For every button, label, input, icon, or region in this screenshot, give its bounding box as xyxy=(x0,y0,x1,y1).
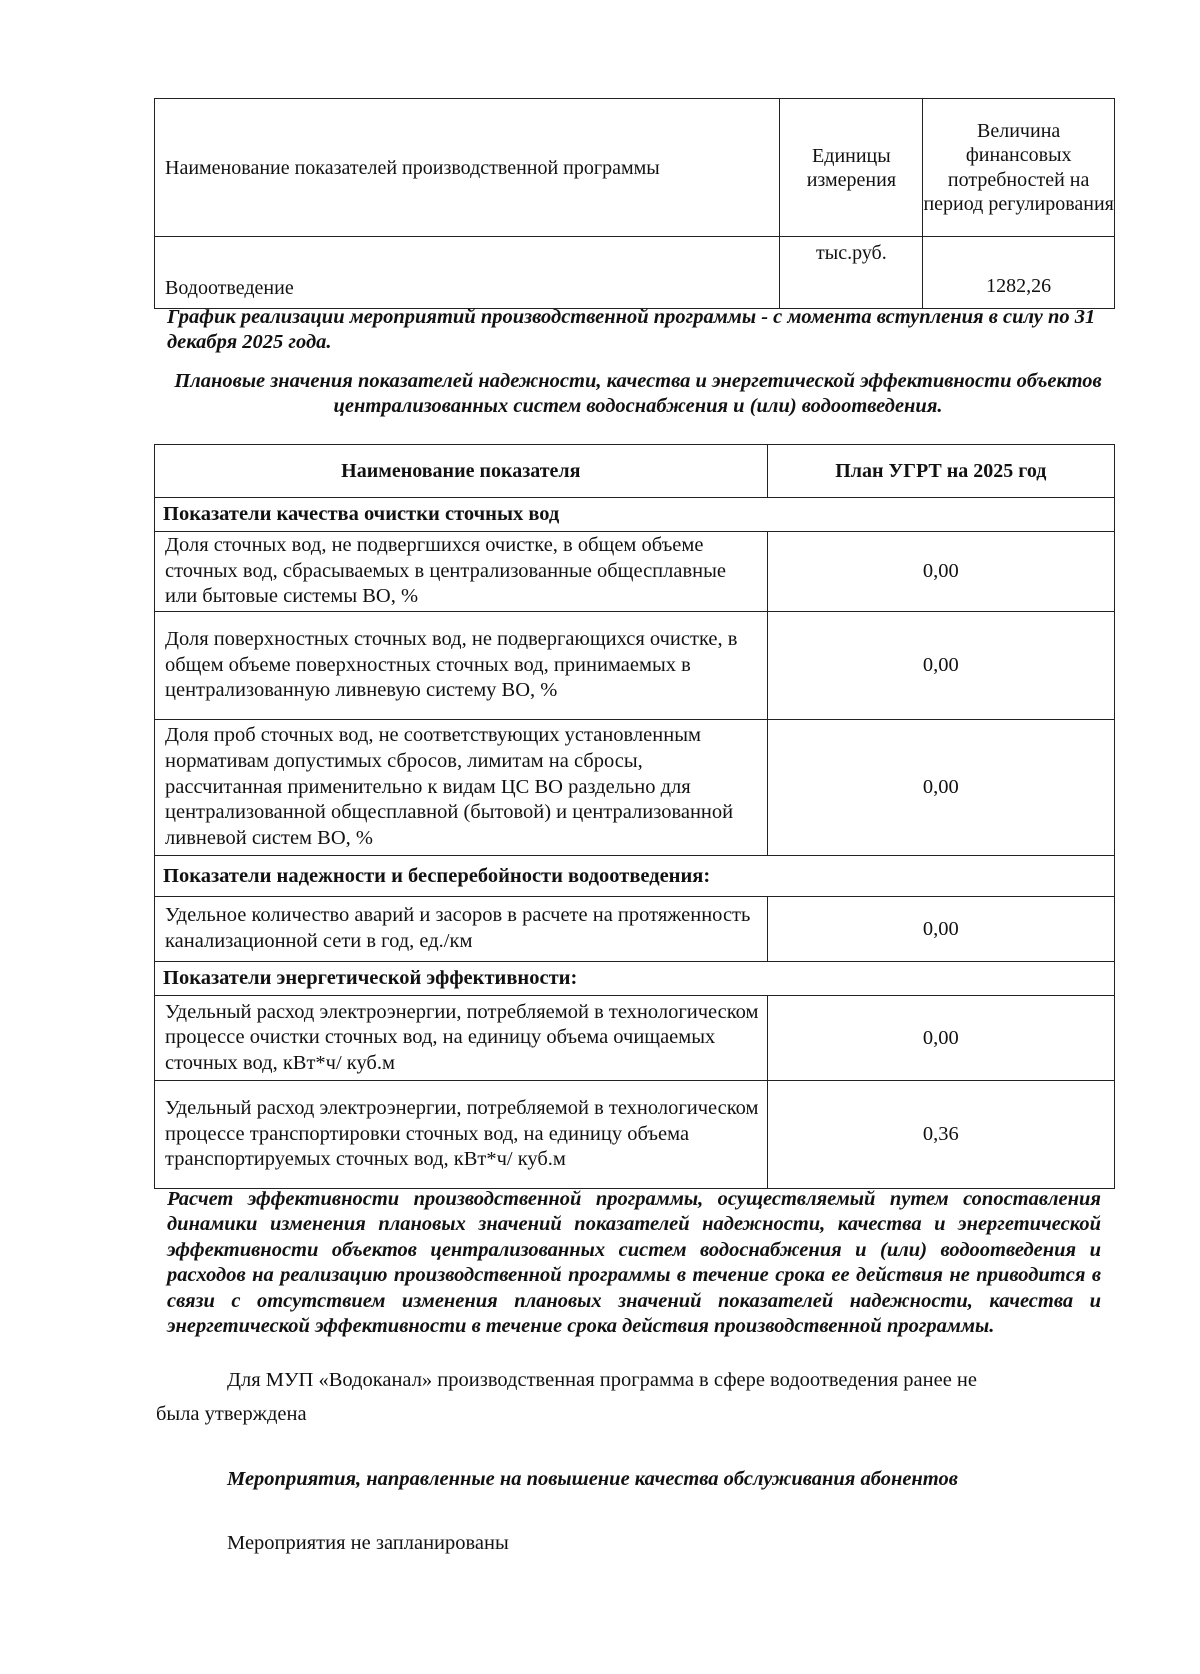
header-unit: Единицы измерения xyxy=(780,99,923,237)
table-row xyxy=(155,720,1115,856)
section-row xyxy=(155,498,1115,532)
section-title-reliability: Показатели надежности и бесперебойности водоотведения: xyxy=(155,856,1115,897)
header-indicator-name: Наименование показателя xyxy=(155,445,768,498)
events-text: Мероприятия не запланированы xyxy=(227,1532,509,1554)
efficiency-calc-paragraph: Расчет эффективности производственной программы, осуществляемый путем сопоставления динамики изменения плановых значений показателей надежности, качества и энергетической эффективности объектов централизованных систем водоснабжения и (или) водоотведения и расходов на реализацию производственной программы в течение срока ее действия не приводится в связи с отсутствием изменения плановых значений показателей надежности, качества и энергетической эффективности в течение срока действия производственной программы. xyxy=(167,1188,1101,1338)
indicator-name: Удельный расход электроэнергии, потребляемой в технологическом процессе очистки сточных вод, на единицу объема очищаемых сточных вод, кВт*ч/ куб.м xyxy=(155,996,768,1081)
indicator-value: 0,00 xyxy=(767,996,1114,1081)
section-title-quality: Показатели качества очистки сточных вод xyxy=(155,498,1115,532)
note-line-2: была утверждена xyxy=(156,1403,307,1425)
section-row xyxy=(155,856,1115,897)
indicator-value: 0,00 xyxy=(767,720,1114,856)
table-row xyxy=(155,612,1115,720)
table-header-row xyxy=(155,99,1115,237)
row-name: Водоотведение xyxy=(155,237,780,309)
header-plan: План УГРТ на 2025 год xyxy=(767,445,1114,498)
row-unit: тыс.руб. xyxy=(780,237,923,309)
indicator-name: Удельный расход электроэнергии, потребляемой в технологическом процессе транспортировки сточных вод, на единицу объема транспортируемых сточных вод, кВт*ч/ куб.м xyxy=(155,1081,768,1189)
header-indicator-name: Наименование показателей производственной программы xyxy=(155,99,780,237)
note-line-1: Для МУП «Водоканал» производственная программа в сфере водоотведения ранее не xyxy=(227,1369,977,1391)
table-header-row xyxy=(155,445,1115,498)
financial-needs-table xyxy=(154,98,1115,309)
planned-values-heading: Плановые значения показателей надежности, качества и энергетической эффективности объектов централизованных систем водоснабжения и (или) водоотведения. xyxy=(174,370,1102,418)
indicator-value: 0,36 xyxy=(767,1081,1114,1189)
indicator-value: 0,00 xyxy=(767,612,1114,720)
schedule-paragraph: График реализации мероприятий производственной программы - с момента вступления в силу по 31 декабря 2025 года. xyxy=(167,306,1096,354)
indicator-name: Доля сточных вод, не подвергшихся очистке, в общем объеме сточных вод, сбрасываемых в централизованные общесплавные или бытовые системы ВО, % xyxy=(155,532,768,612)
indicator-name: Доля проб сточных вод, не соответствующих установленным нормативам допустимых сбросов, лимитам на сбросы, рассчитанная применительно к видам ЦС ВО раздельно для централизованной общесплавной (бытовой) и централизованной ливневой систем ВО, % xyxy=(155,720,768,856)
table-row xyxy=(155,1081,1115,1189)
indicators-table xyxy=(154,444,1115,1189)
indicator-value: 0,00 xyxy=(767,532,1114,612)
indicator-name: Удельное количество аварий и засоров в расчете на протяженность канализационной сети в год, ед./км xyxy=(155,897,768,962)
header-financial-value: Величина финансовых потребностей на период регулирования xyxy=(923,99,1115,237)
section-row xyxy=(155,962,1115,996)
table-row xyxy=(155,996,1115,1081)
indicator-name: Доля поверхностных сточных вод, не подвергающихся очистке, в общем объеме поверхностных сточных вод, принимаемых в централизованную ливневую систему ВО, % xyxy=(155,612,768,720)
table-row xyxy=(155,237,1115,309)
indicator-value: 0,00 xyxy=(767,897,1114,962)
section-title-energy: Показатели энергетической эффективности: xyxy=(155,962,1115,996)
table-row xyxy=(155,897,1115,962)
row-value: 1282,26 xyxy=(923,237,1115,309)
events-heading: Мероприятия, направленные на повышение качества обслуживания абонентов xyxy=(227,1468,958,1490)
table-row xyxy=(155,532,1115,612)
